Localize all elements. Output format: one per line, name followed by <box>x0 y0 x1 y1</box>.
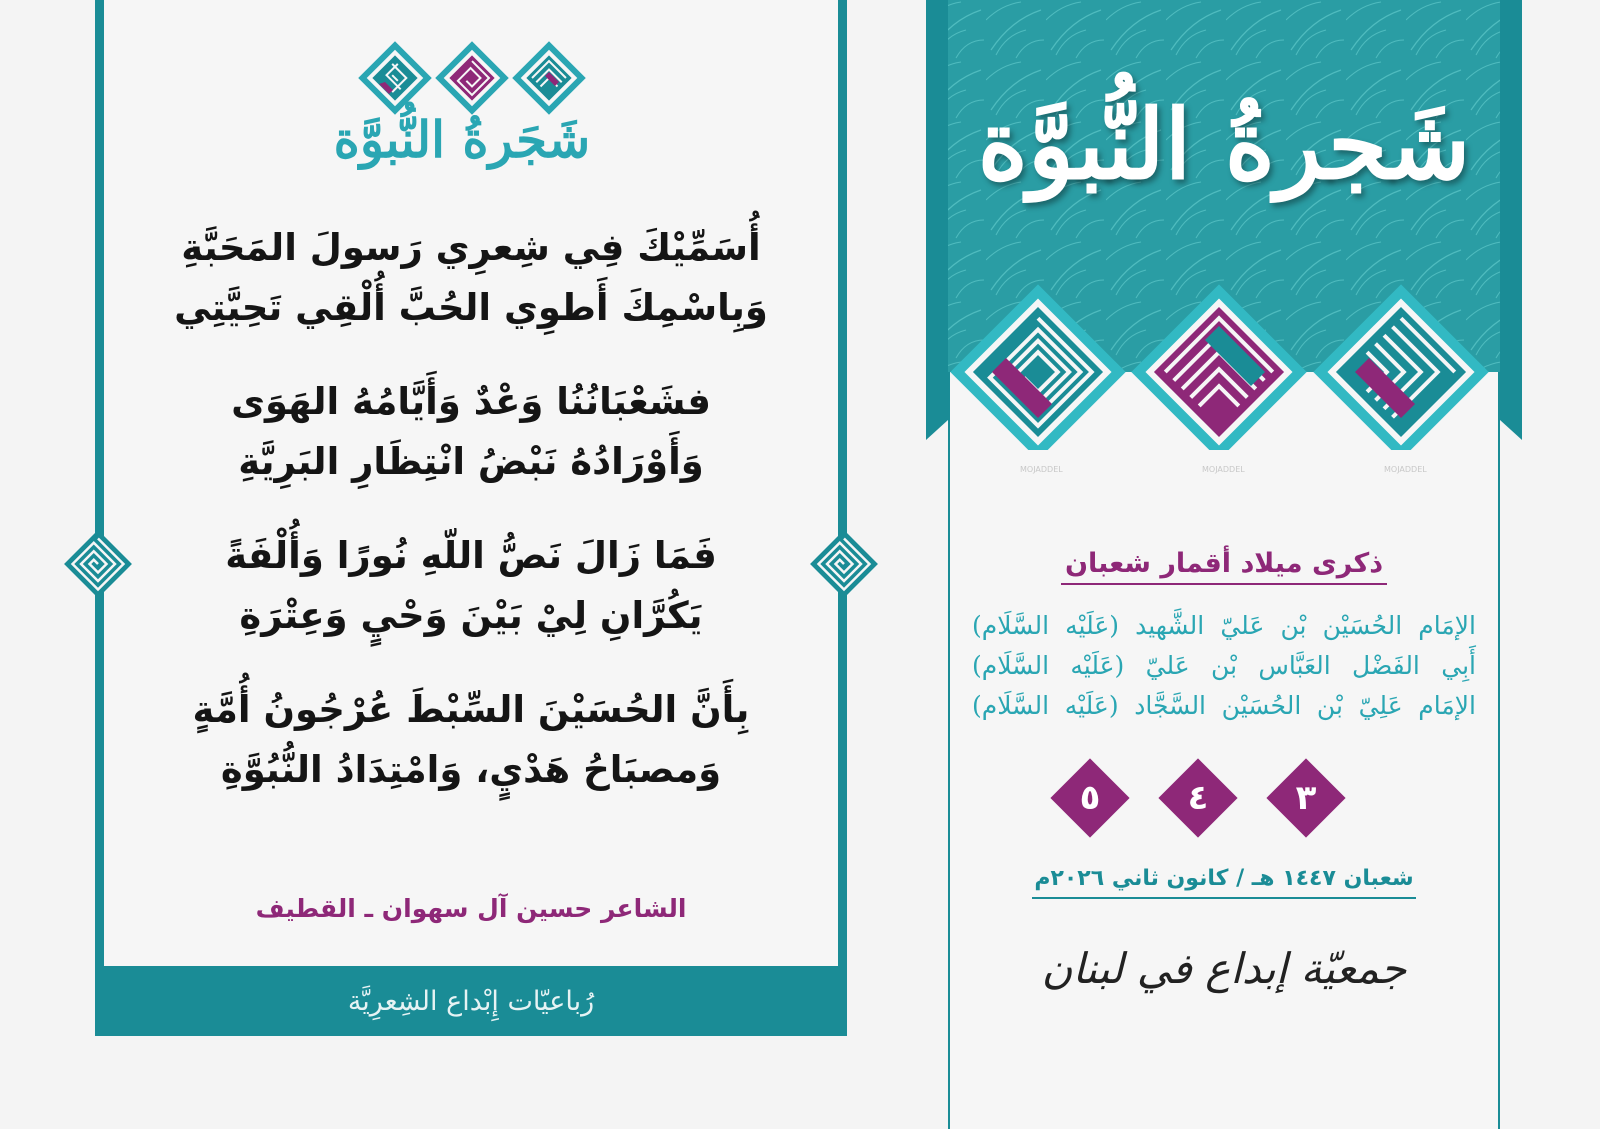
hero-title: شَجرةُ النُّبوَّة <box>977 88 1471 201</box>
verse: أُسَمِّيْكَ فِي شِعرِي رَسولَ المَحَبَّةِ <box>181 226 761 269</box>
day-number: ٣ <box>1295 778 1317 818</box>
kufic-side-ornament-left <box>60 526 136 602</box>
name-line: الإمَام الحُسَيْن بْن عَليّ الشَّهيد (عَلَيْه السَّلَام) <box>972 611 1476 640</box>
day-badge-4 <box>1154 754 1242 842</box>
watermark: MOJADDEL <box>1202 465 1245 474</box>
hero-banner <box>926 0 1522 450</box>
series-band <box>95 966 847 1036</box>
poet-name: الشاعر حسين آل سهوان ـ القطيف <box>255 894 687 923</box>
day-badges <box>926 754 1522 844</box>
stanza <box>104 526 838 646</box>
occasion-heading <box>926 548 1522 585</box>
verse: وَبِاسْمِكَ أَطوِي الحُبَّ أُلْقِي تَحِيَّتِي <box>174 286 768 329</box>
kufic-side-ornament-right <box>806 526 882 602</box>
watermark: MOJADDEL <box>1384 465 1427 474</box>
stanza <box>104 218 838 338</box>
imam-names <box>972 606 1476 726</box>
verse: فَمَا زَالَ نَصُّ اللّهِ نُورًا وَأُلْفَةً <box>225 534 717 577</box>
series-title: رُباعيّات إِبْداع الشِعرِيَّة <box>347 985 595 1017</box>
date-line <box>926 866 1522 899</box>
occasion-card <box>926 0 1522 1129</box>
date-text: شعبان ١٤٤٧ هـ / كانون ثاني ٢٠٢٦م <box>1032 866 1415 899</box>
poem-text <box>104 218 838 834</box>
poem-card <box>95 0 847 1036</box>
day-number: ٤ <box>1187 778 1209 818</box>
stanza <box>104 372 838 492</box>
verse: فشَعْبَانُنُا وَعْدٌ وَأَيَّامُهُ الهَوَى <box>231 380 711 423</box>
verse: يَكُرَّانِ لِيْ بَيْنَ وَحْيٍ وَعِتْرَةِ <box>239 594 703 637</box>
name-line: الإمَام عَلِيّ بْن الحُسَيْن السَّجَّاد (عَلَيْه السَّلَام) <box>972 691 1476 720</box>
name-line: أَبِي الفَضْل العَبَّاس بْن عَليّ (عَلَيْه السَّلَام) <box>972 651 1476 680</box>
verse: وَأَوْرَادُهُ نَبْضُ انْتِظَارِ البَرِيَّةِ <box>238 440 704 483</box>
verse: بِأَنَّ الحُسَيْنَ السِّبْطَ عُرْجُونُ أُمَّةٍ <box>192 688 750 731</box>
kufic-diamond-ornaments <box>357 38 587 118</box>
day-badge-3 <box>1262 754 1350 842</box>
poem-title: شَجَرةُ النُّبوَّة <box>333 110 591 169</box>
stanza <box>104 680 838 800</box>
day-number: ٥ <box>1079 778 1101 818</box>
occasion-text: ذكرى ميلاد أقمار شعبان <box>1061 548 1387 585</box>
watermarks <box>926 465 1522 479</box>
verse: وَمصبَاحُ هَدْيٍ، وَامْتِدَادُ النُّبُوَّةِ <box>220 748 722 791</box>
association-name: جمعيّة إبداع في لبنان <box>1041 944 1407 993</box>
watermark: MOJADDEL <box>1020 465 1063 474</box>
day-badge-5 <box>1046 754 1134 842</box>
association-logo <box>926 944 1522 1034</box>
